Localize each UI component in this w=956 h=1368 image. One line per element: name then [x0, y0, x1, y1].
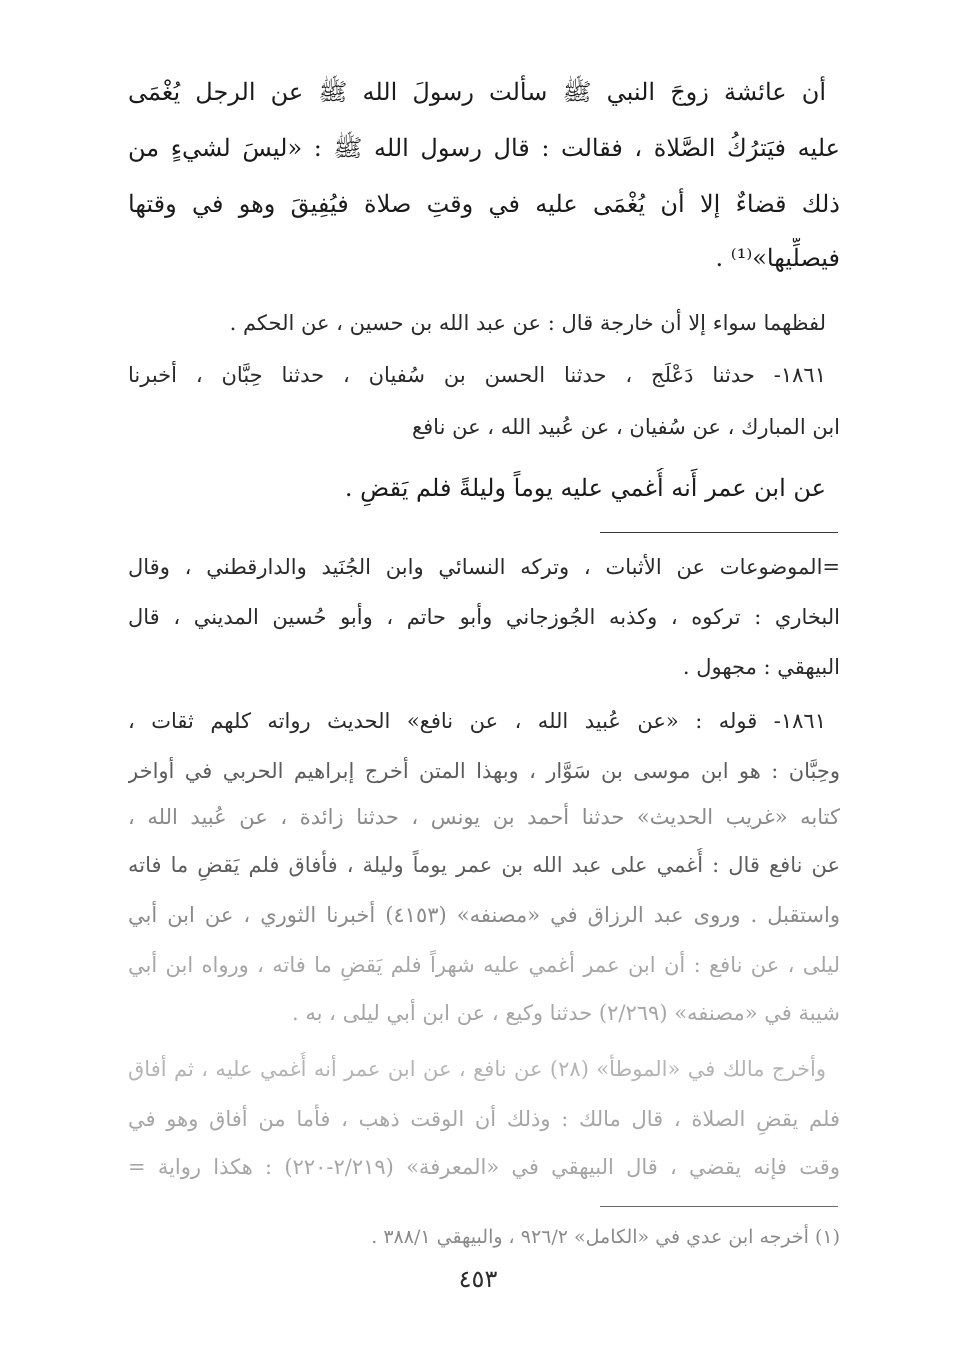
- footnote-1: (١) أخرجه ابن عدي في «الكامل» ٩٢٦/٢ ، والبيهقي ٣٨٨/١ .: [371, 1226, 840, 1248]
- main-text-line-3: ذلك قضاءٌ إلا أن يُغْمَى عليه في وقتِ صلاة فيُفِيقَ وهو في وقتها: [128, 190, 840, 218]
- main-text-line-4: فيصلِّيها»⁽¹⁾ .: [715, 244, 840, 272]
- commentary-line-1: =الموضوعات عن الأثبات ، وتركه النسائي وابن الجُنَيد والدارقطني ، وقال: [128, 555, 840, 579]
- commentary-malik-line-1: وأخرج مالك في «الموطأ» (٢٨) عن نافع ، عن ابن عمر أنه أُغمي عليه ، ثم أفاق: [128, 1057, 826, 1081]
- note-line: لفظهما سواء إلا أن خارجة قال : عن عبد الله بن حسين ، عن الحكم .: [229, 311, 826, 335]
- commentary-1861-line-2: وحِبَّان : هو ابن موسى بن سَوَّار ، وبهذا المتن أخرج إبراهيم الحربي في أواخر: [128, 759, 840, 783]
- commentary-1861-line-3: كتابه «غريب الحديث» حدثنا أحمد بن يونس ، حدثنا زائدة ، عن عُبيد الله ،: [128, 805, 840, 829]
- main-text-line-2: عليه فيَترُكُ الصَّلاة ، فقالت : قال رسول الله ﷺ : «ليسَ لشيءٍ من: [128, 134, 840, 162]
- commentary-line-2: البخاري : تركوه ، وكذبه الجُوزجاني وأبو حاتم ، وأبو حُسين المديني ، قال: [128, 605, 840, 629]
- hadith-1861-line-2: ابن المبارك ، عن سُفيان ، عن عُبيد الله ، عن نافع: [411, 415, 840, 439]
- commentary-1861-line-7: شيبة في «مصنفه» (٢/٢٦٩) حدثنا وكيع ، عن ابن أبي ليلى ، به .: [292, 1001, 840, 1025]
- hadith-1861-line-3: عن ابن عمر أَنه أُغمي عليه يوماً وليلةً فلم يَقضِ .: [344, 474, 826, 502]
- commentary-malik-line-3: وقت فإنه يقضي ، قال البيهقي في «المعرفة» (٢/٢١٩-٢٢٠) : هكذا رواية =: [128, 1155, 840, 1179]
- commentary-malik-line-2: فلم يقضِ الصلاة ، قال مالك : وذلك أن الوقت ذهب ، فأما من أفاق وهو في: [128, 1107, 840, 1131]
- main-text-line-1: أن عائشة زوجَ النبي ﷺ سألت رسولَ الله ﷺ عن الرجل يُغْمَى: [128, 78, 826, 106]
- footnote-separator: [600, 532, 838, 533]
- commentary-1861-line-1: ١٨٦١- قوله : «عن عُبيد الله ، عن نافع» الحديث رواته كلهم ثقات ،: [128, 709, 826, 733]
- commentary-1861-line-4: عن نافع قال : أُغمي على عبد الله بن عمر يوماً وليلة ، فأفاق فلم يَقضِ ما فاته: [128, 853, 840, 877]
- commentary-1861-line-5: واستقبل . وروى عبد الرزاق في «مصنفه» (٤١٥٣) أخبرنا الثوري ، عن ابن أبي: [128, 903, 840, 927]
- footnote-rule: [600, 1206, 838, 1207]
- commentary-1861-line-6: ليلى ، عن نافع : أن ابن عمر أغمي عليه شهراً فلم يَقضِ ما فاته ، ورواه ابن أبي: [128, 953, 840, 977]
- page-number: ٤٥٣: [458, 1265, 498, 1293]
- commentary-line-3: البيهقي : مجهول .: [682, 655, 840, 679]
- hadith-1861-line-1: ١٨٦١- حدثنا دَعْلَج ، حدثنا الحسن بن سُفيان ، حدثنا حِبَّان ، أخبرنا: [128, 363, 826, 387]
